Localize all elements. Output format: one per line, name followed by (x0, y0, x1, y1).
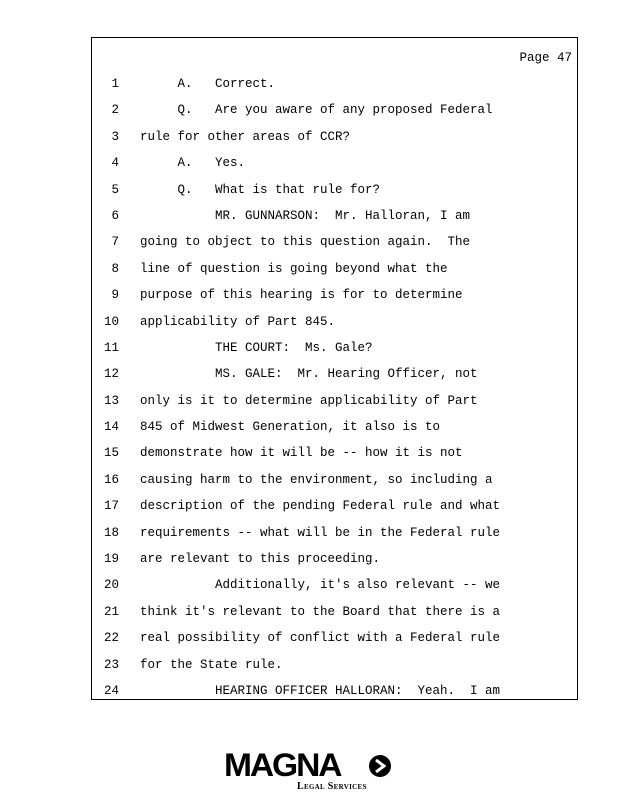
line-text: causing harm to the environment, so including a (140, 472, 493, 487)
transcript-line (92, 467, 577, 493)
line-number: 3 (111, 129, 119, 144)
line-text: MS. GALE: Mr. Hearing Officer, not (140, 367, 478, 382)
transcript-line (92, 414, 577, 440)
magna-logo (224, 748, 399, 792)
transcript-line (92, 229, 577, 255)
transcript-line (92, 282, 577, 308)
line-number: 23 (103, 657, 119, 672)
line-text: THE COURT: Ms. Gale? (140, 340, 373, 355)
transcript-line (92, 203, 577, 229)
transcript-line (92, 177, 577, 203)
line-number: 5 (111, 182, 119, 197)
line-text: A. Correct. (140, 77, 276, 91)
line-number: 17 (103, 499, 119, 514)
logo-subtitle: Legal Services (297, 781, 367, 792)
transcript-page (91, 37, 578, 700)
line-text: requirements -- what will be in the Federal rule (140, 525, 501, 540)
line-number: 24 (103, 683, 119, 698)
line-text: A. Yes. (140, 156, 246, 171)
line-text: are relevant to this proceeding. (140, 552, 381, 567)
transcript-line (92, 335, 577, 361)
transcript-line (92, 150, 577, 176)
line-number: 1 (111, 77, 119, 91)
line-text: only is it to determine applicability of Part (140, 393, 478, 408)
transcript-line (92, 309, 577, 335)
transcript-line (92, 652, 577, 678)
chevron-right-circle-icon (369, 755, 391, 777)
line-number: 9 (111, 288, 119, 303)
line-number: 16 (103, 472, 119, 487)
line-number: 22 (103, 631, 119, 646)
line-number: 4 (111, 156, 119, 171)
line-number: 2 (111, 103, 119, 118)
transcript-line (92, 124, 577, 150)
transcript-line (92, 493, 577, 519)
line-text: real possibility of conflict with a Federal rule (140, 631, 501, 646)
transcript-line (92, 256, 577, 282)
line-number: 10 (103, 314, 119, 329)
line-text: for the State rule. (140, 657, 283, 672)
transcript-line (92, 572, 577, 598)
line-number: 6 (111, 208, 119, 223)
line-number: 13 (103, 393, 119, 408)
line-text: think it's relevant to the Board that there is a (140, 604, 501, 619)
line-number: 19 (103, 552, 119, 567)
line-text: going to object to this question again. The (140, 235, 471, 250)
line-text: Q. What is that rule for? (140, 182, 381, 197)
logo-wordmark: MAGNA (224, 747, 341, 783)
transcript-line (92, 361, 577, 387)
line-text: rule for other areas of CCR? (140, 129, 351, 144)
line-text: MR. GUNNARSON: Mr. Halloran, I am (140, 208, 471, 223)
line-number: 8 (111, 261, 119, 276)
transcript-line (92, 388, 577, 414)
transcript-line (92, 520, 577, 546)
line-text: Additionally, it's also relevant -- we (140, 578, 501, 593)
line-text: Q. Are you aware of any proposed Federal (140, 103, 493, 118)
line-number: 18 (103, 525, 119, 540)
line-text: line of question is going beyond what the (140, 261, 448, 276)
line-number: 11 (103, 340, 119, 355)
line-number: 20 (103, 578, 119, 593)
line-number: 21 (103, 604, 119, 619)
transcript-line (92, 599, 577, 625)
line-number: 14 (103, 420, 119, 435)
line-text: applicability of Part 845. (140, 314, 336, 329)
line-text: purpose of this hearing is for to determine (140, 288, 463, 303)
transcript-lines (92, 71, 577, 704)
transcript-line (92, 678, 577, 704)
line-number: 12 (103, 367, 119, 382)
transcript-line (92, 71, 577, 97)
transcript-line (92, 546, 577, 572)
line-text: 845 of Midwest Generation, it also is to (140, 420, 441, 435)
transcript-line (92, 625, 577, 651)
transcript-line (92, 440, 577, 466)
line-number: 15 (103, 446, 119, 461)
line-text: HEARING OFFICER HALLORAN: Yeah. I am (140, 683, 501, 698)
line-number: 7 (111, 235, 119, 250)
line-text: description of the pending Federal rule and what (140, 499, 501, 514)
page-number: Page 47 (519, 51, 572, 65)
transcript-line (92, 97, 577, 123)
line-text: demonstrate how it will be -- how it is not (140, 446, 463, 461)
